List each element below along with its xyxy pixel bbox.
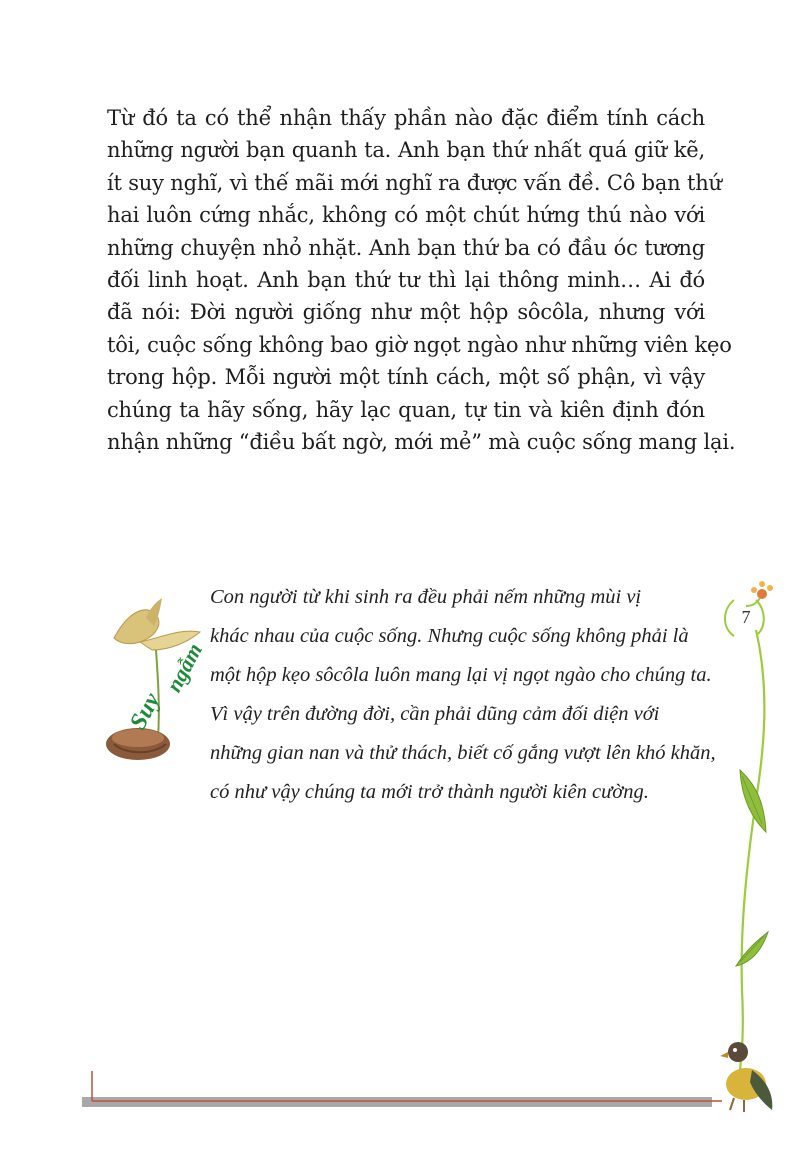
bottom-rule [82, 1071, 722, 1111]
vine-decoration-icon [700, 570, 800, 1130]
main-line: những người bạn quanh ta. Anh bạn thứ nhất quá giữ kẽ, [107, 138, 705, 163]
badge-word-ngam: ngẫm [160, 638, 208, 696]
reflection-line: những gian nan và thử thách, biết cố gắng vượt lên khó khăn, [210, 742, 716, 764]
reflection-line: Vì vậy trên đường đời, cần phải dũng cảm đối diện với [210, 703, 660, 725]
reflection-line: Con người từ khi sinh ra đều phải nếm những mùi vị [210, 586, 642, 608]
page-number: 7 [741, 607, 751, 627]
main-line: những chuyện nhỏ nhặt. Anh bạn thứ ba có đầu óc tương [107, 235, 705, 260]
main-line: đối linh hoạt. Anh bạn thứ tư thì lại thông minh… Ai đó [107, 268, 705, 293]
main-line: tôi, cuộc sống không bao giờ ngọt ngào như những viên kẹo [107, 332, 732, 357]
main-line: hai luôn cứng nhắc, không có một chút hứng thú nào với [107, 203, 705, 228]
reflection-text [210, 578, 730, 812]
main-paragraph [107, 102, 736, 458]
reflection-line: khác nhau của cuộc sống. Nhưng cuộc sống không phải là [210, 625, 689, 647]
reflection-line: một hộp kẹo sôcôla luôn mang lại vị ngọt ngào cho chúng ta. [210, 664, 712, 686]
badge-word-suy: Suy [125, 688, 166, 735]
main-line: Từ đó ta có thể nhận thấy phần nào đặc điểm tính cách [107, 106, 705, 130]
reflection-line: có như vậy chúng ta mới trở thành người kiên cường. [210, 781, 649, 803]
main-line: chúng ta hãy sống, hãy lạc quan, tự tin và kiên định đón [107, 397, 705, 422]
main-line: nhận những “điều bất ngờ, mới mẻ” mà cuộc sống mang lại. [107, 430, 736, 455]
main-line: trong hộp. Mỗi người một tính cách, một số phận, vì vậy [107, 365, 705, 390]
main-line: ít suy nghĩ, vì thế mãi mới nghĩ ra được vấn đề. Cô bạn thứ [107, 170, 722, 195]
main-line: đã nói: Đời người giống như một hộp sôcôla, nhưng với [107, 300, 705, 325]
